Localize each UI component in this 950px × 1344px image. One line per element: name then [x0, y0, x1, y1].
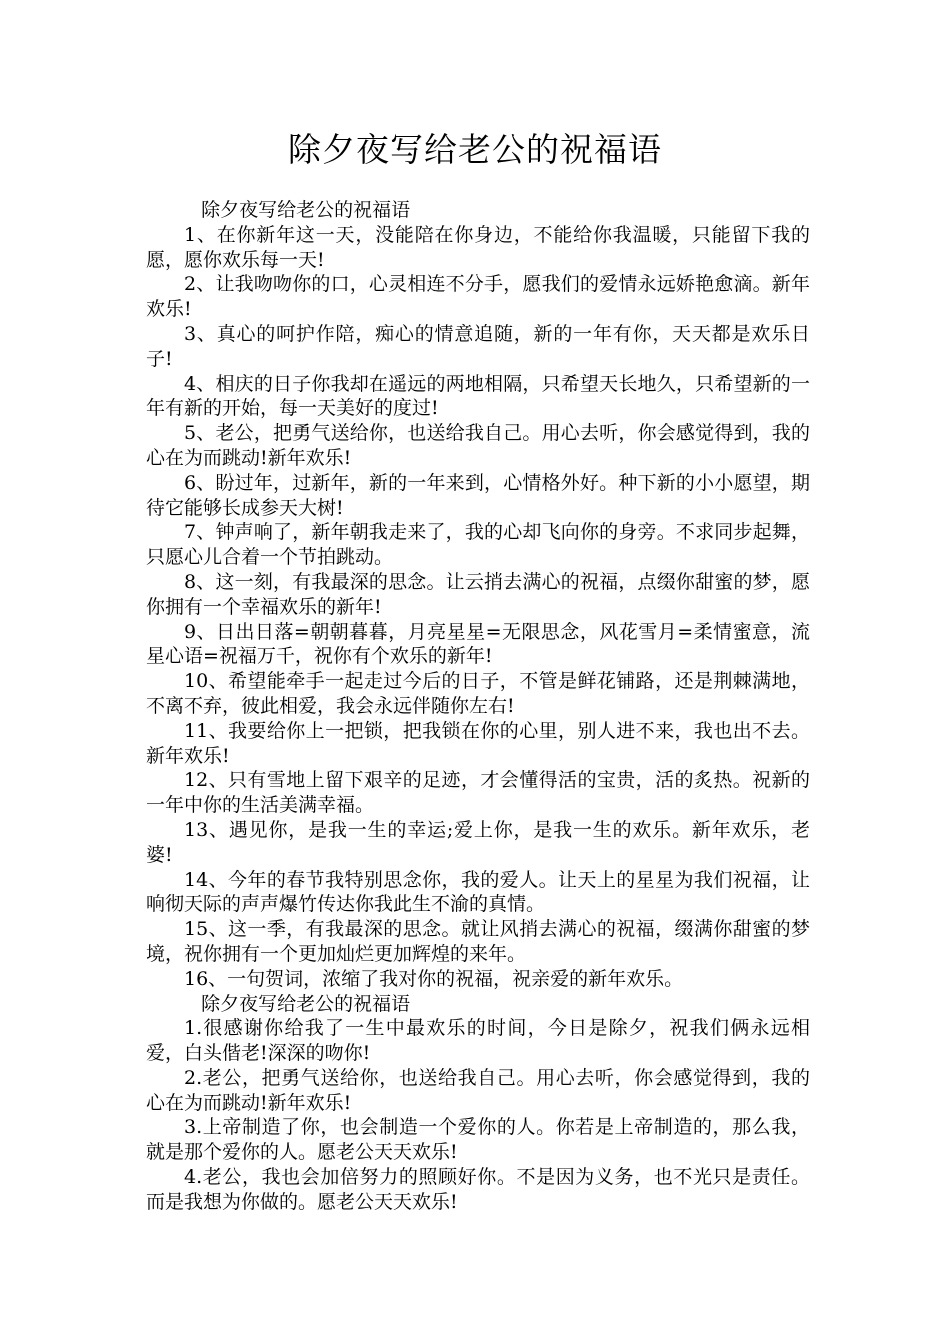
wish-item: 14、今年的春节我特别思念你，我的爱人。让天上的星星为我们祝福，让响彻天际的声声爆竹传达你我此生不渝的真情。	[146, 868, 810, 916]
wish-item: 10、希望能牵手一起走过今后的日子，不管是鲜花铺路，还是荆棘满地，不离不弃，彼此相爱，我会永远伴随你左右!	[146, 670, 810, 717]
document-body	[146, 198, 810, 1215]
wish-item: 3、真心的呵护作陪，痴心的情意追随，新的一年有你，天天都是欢乐日子!	[146, 322, 810, 370]
document-title: 除夕夜写给老公的祝福语	[288, 130, 662, 169]
wish-item: 15、这一季，有我最深的思念。就让风捎去满心的祝福，缀满你甜蜜的梦境，祝你拥有一个更加灿烂更加辉煌的来年。	[146, 918, 810, 965]
wish-item: 7、钟声响了，新年朝我走来了，我的心却飞向你的身旁。不求同步起舞，只愿心儿合着一个节拍跳动。	[146, 521, 810, 569]
wish-item: 3.上帝制造了你，也会制造一个爱你的人。你若是上帝制造的，那么我，就是那个爱你的人。愿老公天天欢乐!	[146, 1116, 810, 1164]
wish-item: 4.老公，我也会加倍努力的照顾好你。不是因为义务，也不光只是责任。而是我想为你做的。愿老公天天欢乐!	[146, 1166, 810, 1213]
wish-item: 1.很感谢你给我了一生中最欢乐的时间，今日是除夕，祝我们俩永远相爱，白头偕老!深深的吻你!	[146, 1017, 810, 1065]
wish-item: 12、只有雪地上留下艰辛的足迹，才会懂得活的宝贵，活的炙热。祝新的一年中你的生活美满幸福。	[146, 769, 810, 817]
wish-item: 1、在你新年这一天，没能陪在你身边，不能给你我温暖，只能留下我的愿，愿你欢乐每一天!	[146, 223, 810, 271]
wish-item: 13、遇见你，是我一生的幸运;爱上你，是我一生的欢乐。新年欢乐，老婆!	[146, 818, 810, 866]
wish-item: 16、一句贺词，浓缩了我对你的祝福，祝亲爱的新年欢乐。	[184, 967, 684, 990]
wish-item: 8、这一刻，有我最深的思念。让云捎去满心的祝福，点缀你甜蜜的梦，愿你拥有一个幸福欢乐的新年!	[146, 570, 810, 618]
section-heading: 除夕夜写给老公的祝福语	[201, 199, 411, 221]
wish-item: 2.老公，把勇气送给你，也送给我自己。用心去听，你会感觉得到，我的心在为而跳动!新年欢乐!	[146, 1066, 810, 1114]
section-heading: 除夕夜写给老公的祝福语	[201, 992, 411, 1015]
wish-item: 11、我要给你上一把锁，把我锁在你的心里，别人进不来，我也出不去。新年欢乐!	[146, 719, 810, 767]
wish-item: 4、相庆的日子你我却在遥远的两地相隔，只希望天长地久，只希望新的一年有新的开始，每一天美好的度过!	[146, 372, 810, 420]
section-2	[146, 992, 810, 1215]
wish-item: 2、让我吻吻你的口，心灵相连不分手，愿我们的爱情永远娇艳愈滴。新年欢乐!	[146, 273, 810, 321]
wish-item: 5、老公，把勇气送给你，也送给我自己。用心去听，你会感觉得到，我的心在为而跳动!新年欢乐!	[146, 422, 810, 469]
section-1	[146, 198, 810, 992]
wish-item: 6、盼过年，过新年，新的一年来到，心情格外好。种下新的小小愿望，期待它能够长成参天大树!	[146, 471, 810, 519]
wish-item: 9、日出日落=朝朝暮暮，月亮星星=无限思念，风花雪月=柔情蜜意，流星心语=祝福万千，祝你有个欢乐的新年!	[146, 620, 810, 668]
